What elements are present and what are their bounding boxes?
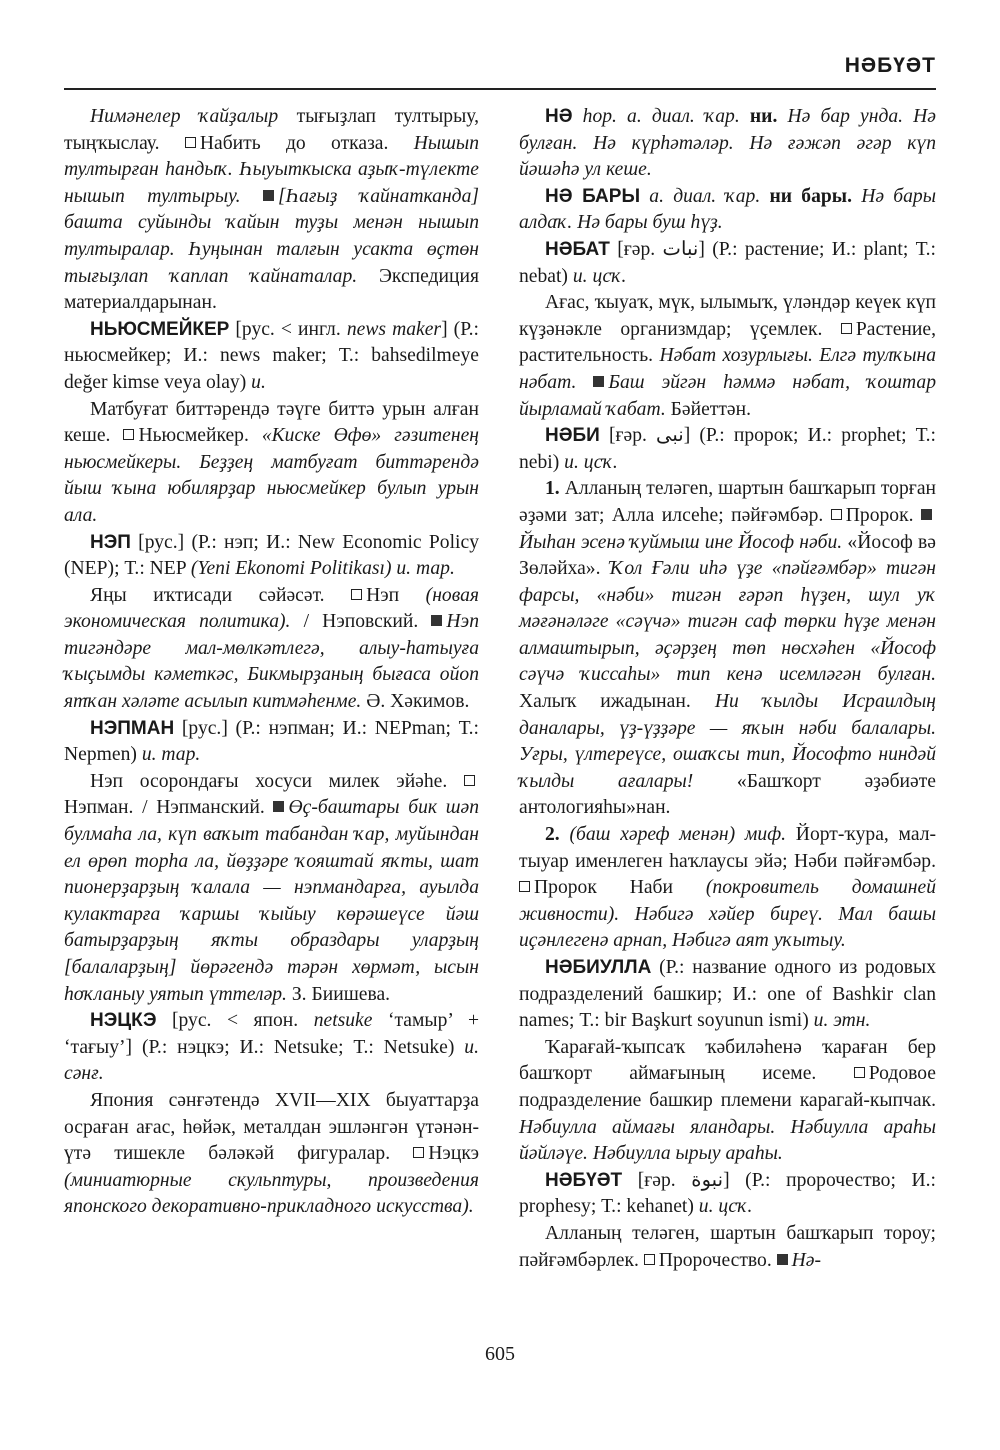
bold-text: ни бары. bbox=[769, 185, 852, 207]
headword: НӘБИ bbox=[545, 425, 600, 447]
body-text: [рус. < япон. bbox=[156, 1010, 314, 1032]
body-text: Нэцкэ bbox=[428, 1143, 479, 1165]
italic-text: Нәбат хозурлығы. Елгә тулҡына нәбат. bbox=[519, 345, 936, 393]
headword: НӘ БАРЫ bbox=[545, 185, 641, 207]
body-text: [ғәр. نبى] (Р.: пророк; И.: prophet; Т.: nebi) bbox=[519, 425, 936, 473]
equivalent-marker-icon bbox=[644, 1254, 655, 1265]
bold-text: 1. bbox=[545, 478, 560, 500]
equivalent-marker-icon bbox=[519, 881, 530, 892]
body-text: Ә. Хәкимов. bbox=[361, 691, 470, 713]
headword: НӘБИУЛЛА bbox=[545, 957, 652, 978]
body-text: «Башҡорт әҙәбиәте антологияһы»нан. bbox=[519, 770, 936, 819]
italic-text: Баш эйгән һәммә нәбат, ҡоштар йырламай ҡабат. bbox=[519, 371, 936, 420]
body-text: Экспедиция материалдарынан. bbox=[64, 265, 479, 314]
body-text: [ғәр. نبوة] (Р.: пророчество; И.: prophesy; Т.: kehanet) bbox=[519, 1169, 936, 1218]
italic-text: Өҫ-баштары бик шәп булмаһа ла, күп ваҡыт табандан ҡар, муйындан ел өрөп торһа ла, йөҙҙәре ҡояштай яҡты, шат пионерҙарҙың ҡалала — нэпмандарға, ауылда кулактарға ҡаршы ҡыйыу көрәшеүсе йәш батырҙарҙың яҡты образдары уларҙың [балаларҙың] йөрәгендә тәрән хөрмәт, ысын һоҡланыу уятып үттеләр. bbox=[64, 797, 480, 1005]
body-text: Нэп bbox=[366, 584, 426, 606]
italic-text: netsuke bbox=[313, 1010, 373, 1032]
body-text bbox=[560, 824, 570, 845]
italic-text: Ни ҡылды Исраилдың даналары, үҙ-үҙҙәре — яҡын нәби балалары. Уғры, үлтереүсе, ошаҡсы тип, Йософто ниндәй ҡылды ағалары! bbox=[519, 691, 936, 792]
body-text: [ғәр. نبات] (Р.: растение; И.: plant; Т.: nebat) bbox=[519, 238, 936, 287]
italic-text: Нә бар унда. Нә булған. Нә күрһәтәләр. Нә ғәжәп әгәр күп йәшәһә ул кеше. bbox=[519, 106, 937, 181]
dictionary-paragraph bbox=[519, 104, 936, 184]
body-text: Нэп осорондағы хосуси милек эйәһе. bbox=[90, 770, 464, 792]
italic-text: и. этн. bbox=[813, 1010, 871, 1032]
left-column bbox=[64, 104, 479, 1221]
italic-text: и. цсҡ. bbox=[572, 265, 627, 287]
body-text: Йорт-ҡура, мал-тыуар именлеген һаҡлаусы эйә; Нәби пәйғәмбәр. bbox=[519, 824, 936, 872]
bold-text: 2. bbox=[545, 824, 560, 846]
body-text: Яңы иҡтисади сәйәсәт. bbox=[90, 584, 352, 606]
body-text: [рус.] (Р.: нэп; И.: New Economic Policy (NEP); Т.: NEP bbox=[64, 531, 479, 580]
body-text: Матбуғат биттәрендә тәүге биттә урын алған кеше. bbox=[64, 398, 479, 447]
headword: НЭП bbox=[90, 531, 131, 553]
headword: НЭЦКЭ bbox=[90, 1010, 157, 1032]
italic-text: Нәбиулла аймағы яландары. Нәбиулла араһы йәйләүе. Нәбиулла ырыу араһы. bbox=[519, 1116, 936, 1165]
body-text: Япония сәнғәтендә XVII—XIX быуаттарҙа осраған ағас, һөйәк, металдан эшләнгән үтәнән-үтә тишекле бәләкәй фигуралар. bbox=[64, 1089, 479, 1165]
body-text bbox=[777, 106, 787, 127]
body-text bbox=[573, 106, 583, 127]
citation-marker-icon bbox=[431, 615, 442, 626]
italic-text: һор. а. диал. ҡар. bbox=[582, 106, 740, 127]
body-text: [рус. < ингл. bbox=[229, 318, 347, 340]
italic-text: [Һағыҙ ҡайнатканда] башта суйынды ҡайын туҙы менән нышып тултыралар. Һуңынан талғын усакта өҫтөн тығыҙлап ҡаплап ҡайнаталар. bbox=[64, 185, 479, 287]
body-text: Пророк Наби bbox=[534, 877, 706, 899]
body-text: Ҡарағай-ҡыпсаҡ ҡәбиләһенә ҡараған бер башҡорт аймағының исеме. bbox=[519, 1036, 936, 1085]
body-text: Нэпман. / Нэпманский. bbox=[64, 797, 274, 819]
citation-marker-icon bbox=[263, 190, 274, 201]
headword: НӘБҮӘТ bbox=[545, 1169, 623, 1191]
body-text: (Р.: название одного из родовых подразделений башкир; И.: one of Bashkir clan names; Т.: bir Başkurt soyunun ismi) bbox=[519, 957, 936, 1032]
headword: НЭПМАН bbox=[90, 717, 175, 739]
italic-text: и. цсҡ. bbox=[564, 451, 618, 473]
equivalent-marker-icon bbox=[464, 775, 475, 786]
body-text: Пророчество. bbox=[658, 1249, 777, 1271]
dictionary-paragraph bbox=[64, 769, 479, 1008]
italic-text: (новая экономическая политика). bbox=[64, 584, 479, 633]
body-text: Ағас, ҡыуаҡ, мүк, ылымыҡ, үләндәр кеүек күп күҙәнәкле организмдар; үҫемлек. bbox=[519, 292, 936, 340]
headword: НӘБАТ bbox=[545, 238, 610, 260]
italic-text: (миниатюрные скульптуры, произведения японского декоративно-прикладного искусства). bbox=[64, 1169, 479, 1218]
page-number: 605 bbox=[485, 1343, 515, 1365]
running-head: НӘБҮӘТ bbox=[844, 54, 936, 77]
dictionary-paragraph bbox=[519, 237, 936, 290]
body-text: Растение, растительность. bbox=[519, 318, 936, 367]
headword: НЬЮСМЕЙКЕР bbox=[90, 318, 230, 340]
dictionary-paragraph bbox=[519, 476, 936, 822]
dictionary-paragraph bbox=[519, 1168, 936, 1221]
body-text: Алланың теләгеn, шартын башҡарып торған әҙәми зат; Алла илсеһе; пәйғәмбәр. bbox=[519, 478, 936, 526]
dictionary-paragraph bbox=[64, 317, 479, 397]
citation-marker-icon bbox=[921, 509, 932, 520]
body-text: ‘тамыр’ + ‘тағыу’] (Р.: нэцкэ; И.: Netsuke; Т.: Netsuke) bbox=[64, 1010, 479, 1058]
italic-text: (баш хәреф менән) миф. bbox=[569, 824, 787, 846]
italic-text: Ҡол Ғәли иһә үҙе «пәйғәмбәр» тигән фарсы, «нәби» тигән ғәрәп һүҙен, шул уҡ мәғәнәләге «сәүчә» тигән саф төрки һүҙе менән алмаштырып, әҫәрҙең төп нөсхәһен «Йософ сәүчә ҡиссаһы» тип кенә исемләгән булған. bbox=[519, 558, 936, 686]
body-text bbox=[640, 186, 649, 207]
dictionary-paragraph bbox=[64, 397, 479, 530]
body-text bbox=[852, 186, 861, 207]
italic-text: и. цсҡ. bbox=[698, 1196, 753, 1218]
equivalent-marker-icon bbox=[854, 1067, 865, 1078]
body-text: З. Биишева. bbox=[286, 983, 391, 1005]
equivalent-marker-icon bbox=[413, 1147, 424, 1158]
italic-text: «Киске Өфө» гәзитенең ньюсмейкеры. Беҙҙең матбуғат биттәрендә йыш ҡына юбилярҙар ньюсмейкер булып урын ала. bbox=[64, 425, 479, 526]
body-text: Алланың теләген, шартын башҡарып тороу; пәйғәмбәрлек. bbox=[519, 1222, 936, 1271]
italic-text: (покровитель домашней живности). Нәбигә хәйер биреү. Мал башы иҫәнлегенә арнап, Нәбигә аят уҡытыу. bbox=[519, 877, 936, 952]
dictionary-paragraph bbox=[519, 1035, 936, 1168]
dictionary-paragraph bbox=[519, 423, 936, 476]
italic-text: и. bbox=[251, 371, 266, 393]
body-text: [рус.] (Р.: нэпман; И.: NEPman; Т.: Nepmen) bbox=[64, 717, 479, 766]
italic-text: а. диал. ҡар. bbox=[649, 185, 761, 207]
equivalent-marker-icon bbox=[123, 429, 134, 440]
body-text: Бәйеттән. bbox=[665, 398, 752, 420]
header-rule bbox=[64, 88, 936, 90]
body-text: Набить до отказа. bbox=[199, 132, 414, 154]
equivalent-marker-icon bbox=[831, 509, 842, 520]
dictionary-paragraph bbox=[64, 1088, 479, 1221]
italic-text: Нышып тултырған һандыҡ. Һыуыткыска аҙыҡ-түлекте нышып тултырыу. bbox=[64, 132, 479, 207]
equivalent-marker-icon bbox=[351, 589, 362, 600]
body-text: / Нэповский. bbox=[290, 611, 432, 633]
dictionary-paragraph bbox=[519, 955, 936, 1035]
italic-text: Нә бары алдаҡ. Нә бары буш һүҙ. bbox=[519, 185, 936, 234]
italic-text: Нә- bbox=[791, 1249, 822, 1271]
italic-text: Нимәнелер ҡайҙалыр bbox=[90, 106, 279, 127]
bold-text: ни. bbox=[749, 106, 778, 127]
dictionary-paragraph bbox=[519, 290, 936, 423]
italic-text: и. сәнғ. bbox=[64, 1036, 479, 1085]
dictionary-paragraph bbox=[519, 184, 936, 237]
body-text: тығыҙлап тултырыу, тыңҡыслау. bbox=[64, 106, 480, 154]
citation-marker-icon bbox=[593, 376, 604, 387]
dictionary-paragraph bbox=[64, 1008, 479, 1088]
italic-text: и. тар. bbox=[141, 744, 201, 766]
headword: НӘ bbox=[545, 106, 573, 127]
body-text: «Йософ вә Зөләйха». bbox=[519, 531, 937, 580]
dictionary-paragraph bbox=[519, 822, 936, 955]
citation-marker-icon bbox=[273, 801, 284, 812]
body-text bbox=[740, 106, 750, 127]
body-text: ] (Р.: ньюсмейкер; И.: news maker; Т.: bahsedilmeye değer kimse veya olay) bbox=[64, 318, 479, 393]
right-column bbox=[519, 104, 936, 1274]
italic-text: Нэп тигәндәре мал-мөлкәтлегә, алыу-һатыуға ҡыҫымды кәметкәс, Бикмырҙаның бығаса ойоп ятҡан хәләте асылып китмәһенме. bbox=[64, 611, 479, 713]
body-text: Ньюсмейкер. bbox=[138, 425, 262, 447]
body-text: Пророк. bbox=[845, 504, 922, 526]
equivalent-marker-icon bbox=[841, 323, 852, 334]
citation-marker-icon bbox=[777, 1254, 788, 1265]
dictionary-paragraph bbox=[64, 104, 479, 317]
dictionary-paragraph bbox=[64, 583, 479, 716]
italic-text: Йыһан эсенә ҡуймыш ине Йософ нәби. bbox=[519, 531, 843, 553]
dictionary-paragraph bbox=[64, 530, 479, 583]
italic-text: (Yeni Ekonomi Politikası) и. тар. bbox=[190, 558, 455, 580]
italic-text: news maker bbox=[346, 318, 442, 340]
equivalent-marker-icon bbox=[185, 137, 196, 148]
dictionary-paragraph bbox=[64, 716, 479, 769]
dictionary-paragraph bbox=[519, 1221, 936, 1274]
body-text: Родовое подразделение башкир племени карагай-кыпчак. bbox=[519, 1063, 936, 1111]
body-text: Халыҡ ижадынан. bbox=[519, 691, 715, 713]
